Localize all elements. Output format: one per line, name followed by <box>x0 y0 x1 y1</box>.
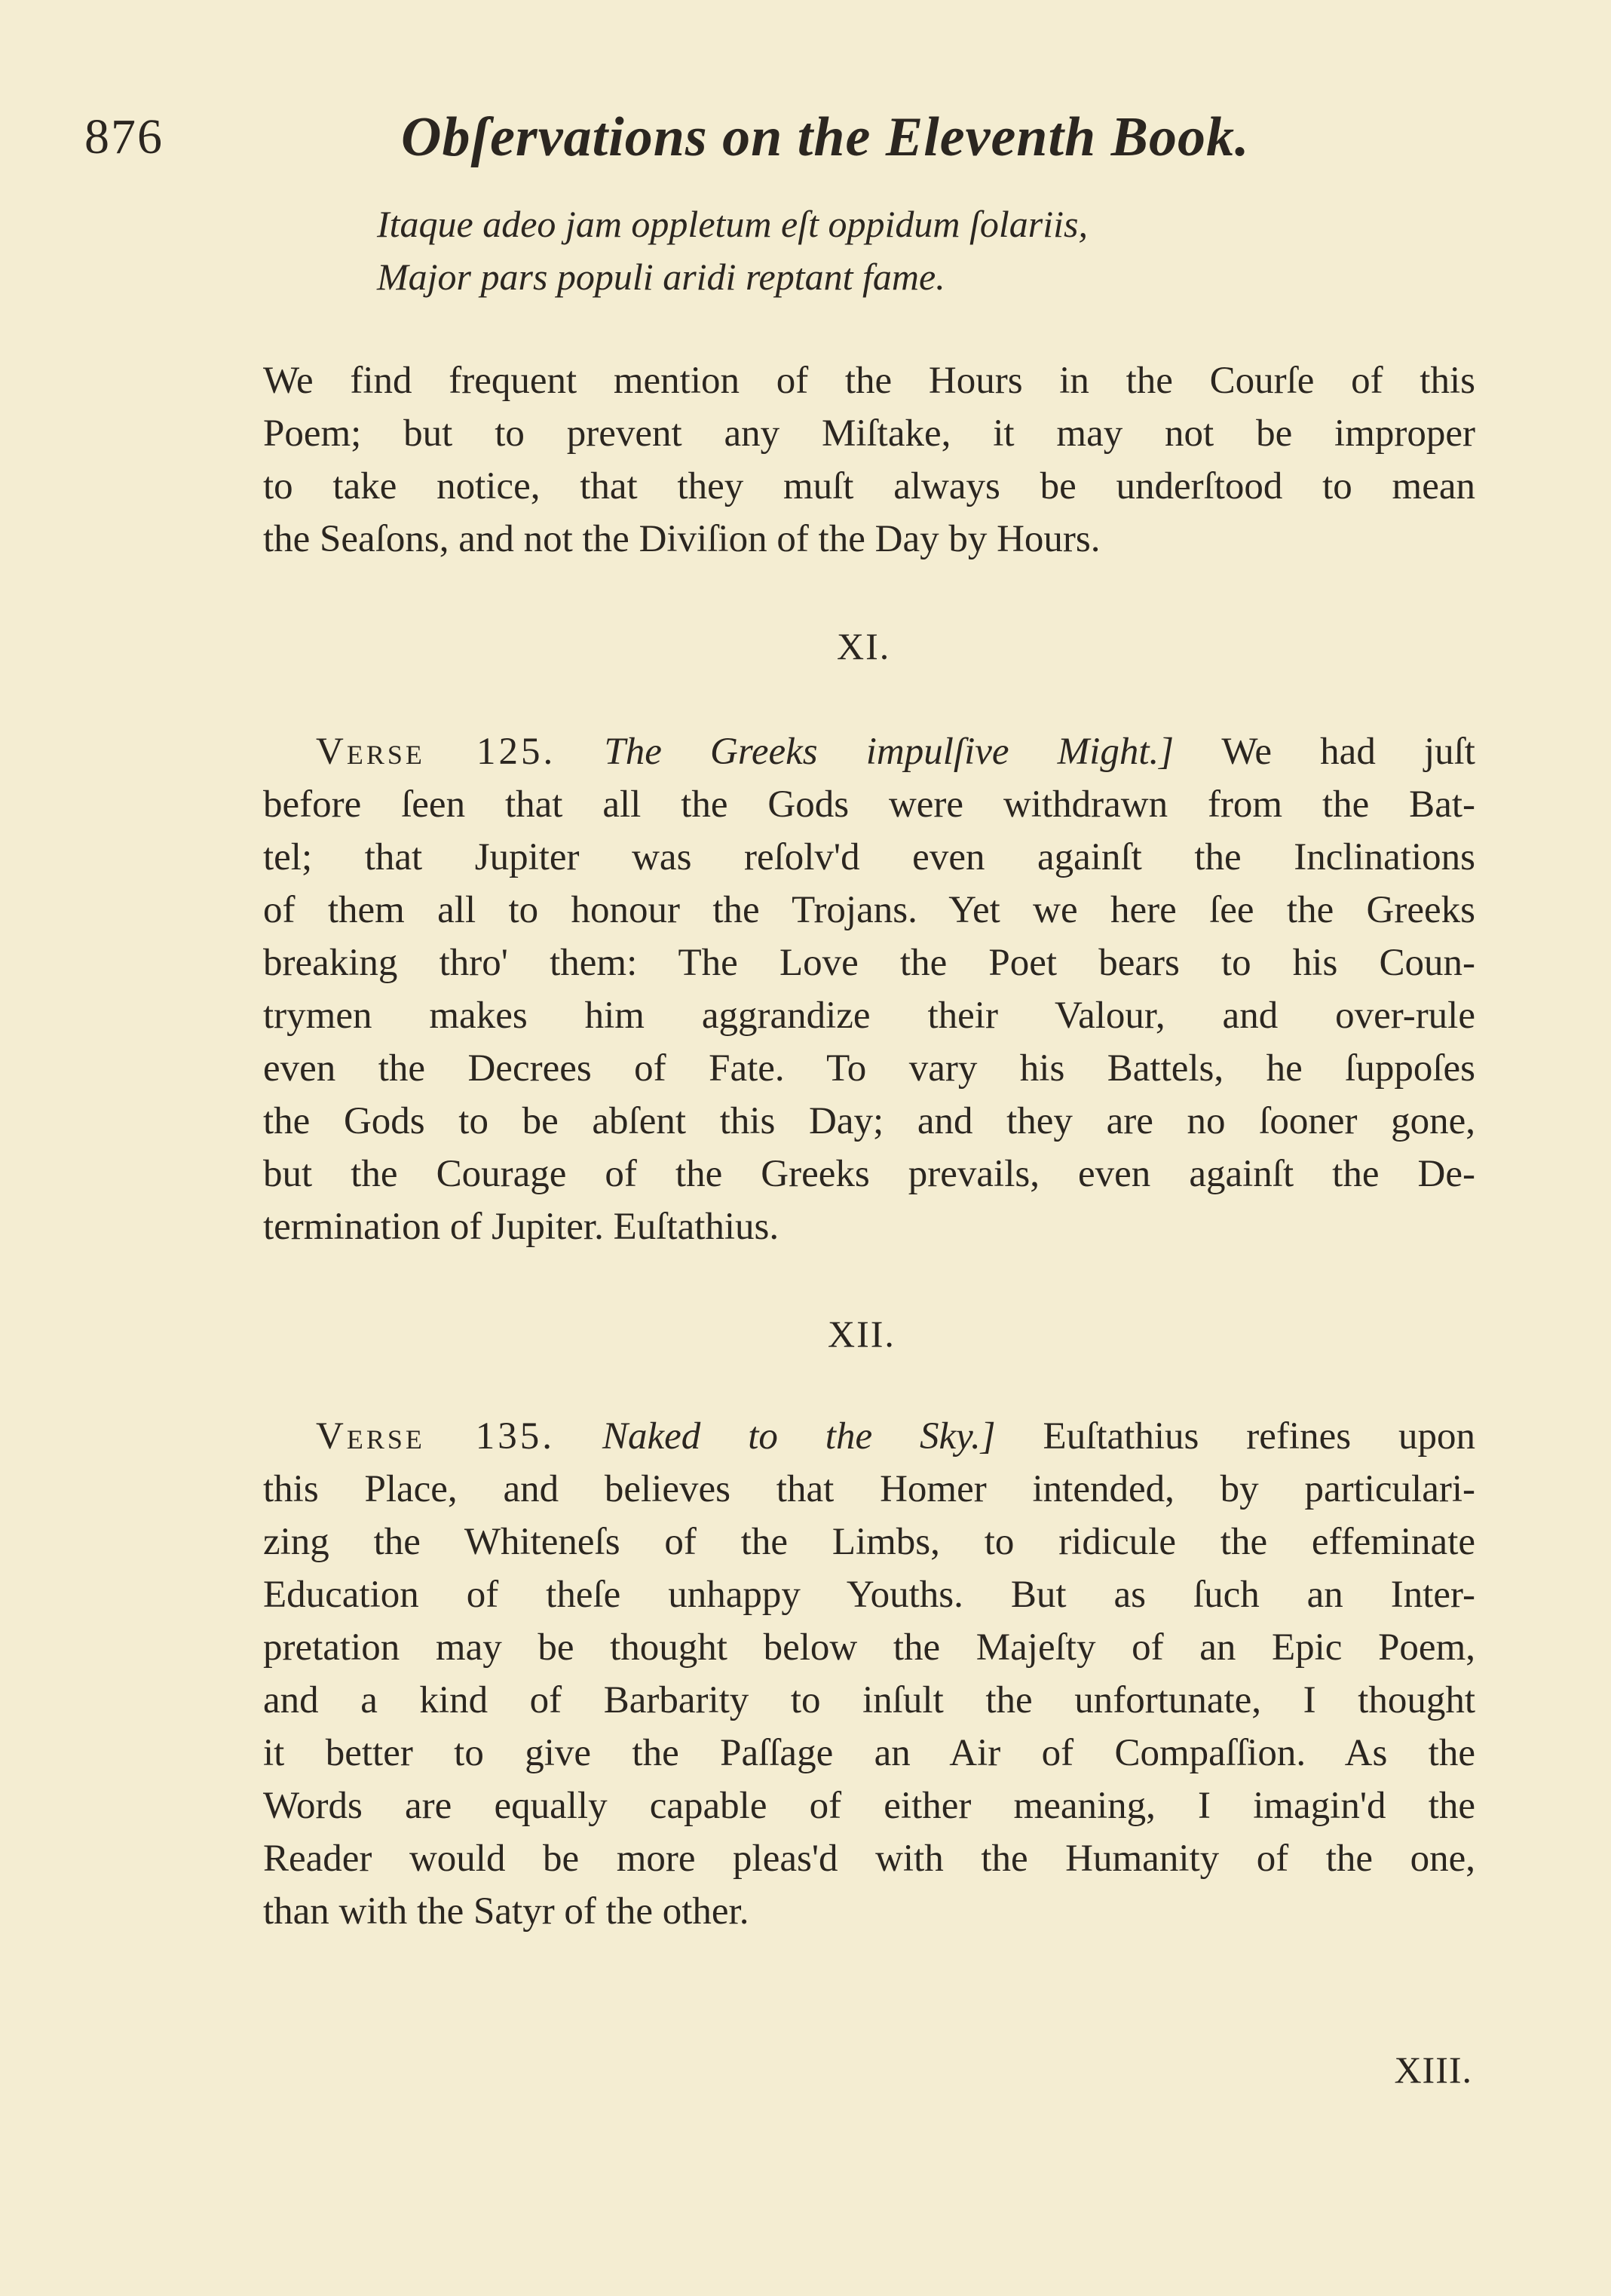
paragraph-hours <box>263 354 1475 566</box>
verse-line-1: Itaque adeo jam oppletum eſt oppidum ſolariis, <box>377 203 1088 245</box>
paragraph-line: Reader would be more pleas'd with the Humanity of the one, <box>263 1838 1475 1880</box>
paragraph-line: than with the Satyr of the other. <box>263 1890 749 1933</box>
paragraph-line: termination of Jupiter. Euſtathius. <box>263 1206 779 1248</box>
paragraph-line: this Place, and believes that Homer intended, by particulari- <box>263 1468 1475 1510</box>
note-text: We had juſt <box>1221 731 1475 773</box>
paragraph-line: pretation may be thought below the Majeſty of an Epic Poem, <box>263 1626 1475 1669</box>
paragraph-line: zing the Whiteneſs of the Limbs, to ridicule the effeminate <box>263 1521 1475 1563</box>
section-xii-note <box>263 1410 1475 1938</box>
section-heading-xi: XI. <box>837 625 891 667</box>
section-xi-note <box>263 725 1475 1253</box>
paragraph-line: trymen makes him aggrandize their Valour, and over-rule <box>263 995 1475 1037</box>
page-number: 876 <box>84 109 164 164</box>
note-text: Euſtathius refines upon <box>1043 1415 1475 1458</box>
paragraph-line: We find frequent mention of the Hours in the Courſe of this <box>263 360 1475 402</box>
verse-reference: Verse 125. <box>316 731 556 773</box>
paragraph-line: and a kind of Barbarity to inſult the unfortunate, I thought <box>263 1679 1475 1721</box>
paragraph-line: but the Courage of the Greeks prevails, even againſt the De- <box>263 1153 1475 1195</box>
paragraph-line: Education of theſe unhappy Youths. But as ſuch an Inter- <box>263 1574 1475 1616</box>
paragraph-line: before ſeen that all the Gods were withdrawn from the Bat- <box>263 783 1475 826</box>
note-lemma: Naked to the Sky.] <box>602 1415 996 1458</box>
paragraph-line: breaking thro' them: The Love the Poet bears to his Coun- <box>263 942 1475 984</box>
section-heading-xii: XII. <box>828 1313 896 1355</box>
paragraph-line: the Seaſons, and not the Diviſion of the Day by Hours. <box>263 518 1101 560</box>
running-title: Obſervations on the Eleventh Book. <box>401 106 1250 168</box>
page-header <box>84 106 1472 181</box>
paragraph-line: the Gods to be abſent this Day; and they are no ſooner gone, <box>263 1100 1475 1142</box>
paragraph-line: it better to give the Paſſage an Air of Compaſſion. As the <box>263 1732 1475 1774</box>
paragraph-line: Words are equally capable of either meaning, I imagin'd the <box>263 1785 1475 1827</box>
verse-reference: Verse 135. <box>316 1415 556 1458</box>
note-lemma: The Greeks impulſive Might.] <box>604 731 1175 773</box>
note-first-line <box>263 725 1475 778</box>
paragraph-line: Poem; but to prevent any Miſtake, it may not be improper <box>263 412 1475 455</box>
verse-line-2: Major pars populi aridi reptant fame. <box>377 256 945 298</box>
catchword: XIII. <box>1394 2049 1472 2091</box>
paragraph-line: of them all to honour the Trojans. Yet we here ſee the Greeks <box>263 889 1475 931</box>
paragraph-line: even the Decrees of Fate. To vary his Battels, he ſuppoſes <box>263 1047 1475 1090</box>
latin-verse-quote <box>377 198 1088 303</box>
paragraph-line: to take notice, that they muſt always be underſtood to mean <box>263 465 1475 507</box>
paragraph-line: tel; that Jupiter was reſolv'd even againſt the Inclinations <box>263 836 1475 878</box>
note-first-line <box>263 1410 1475 1463</box>
